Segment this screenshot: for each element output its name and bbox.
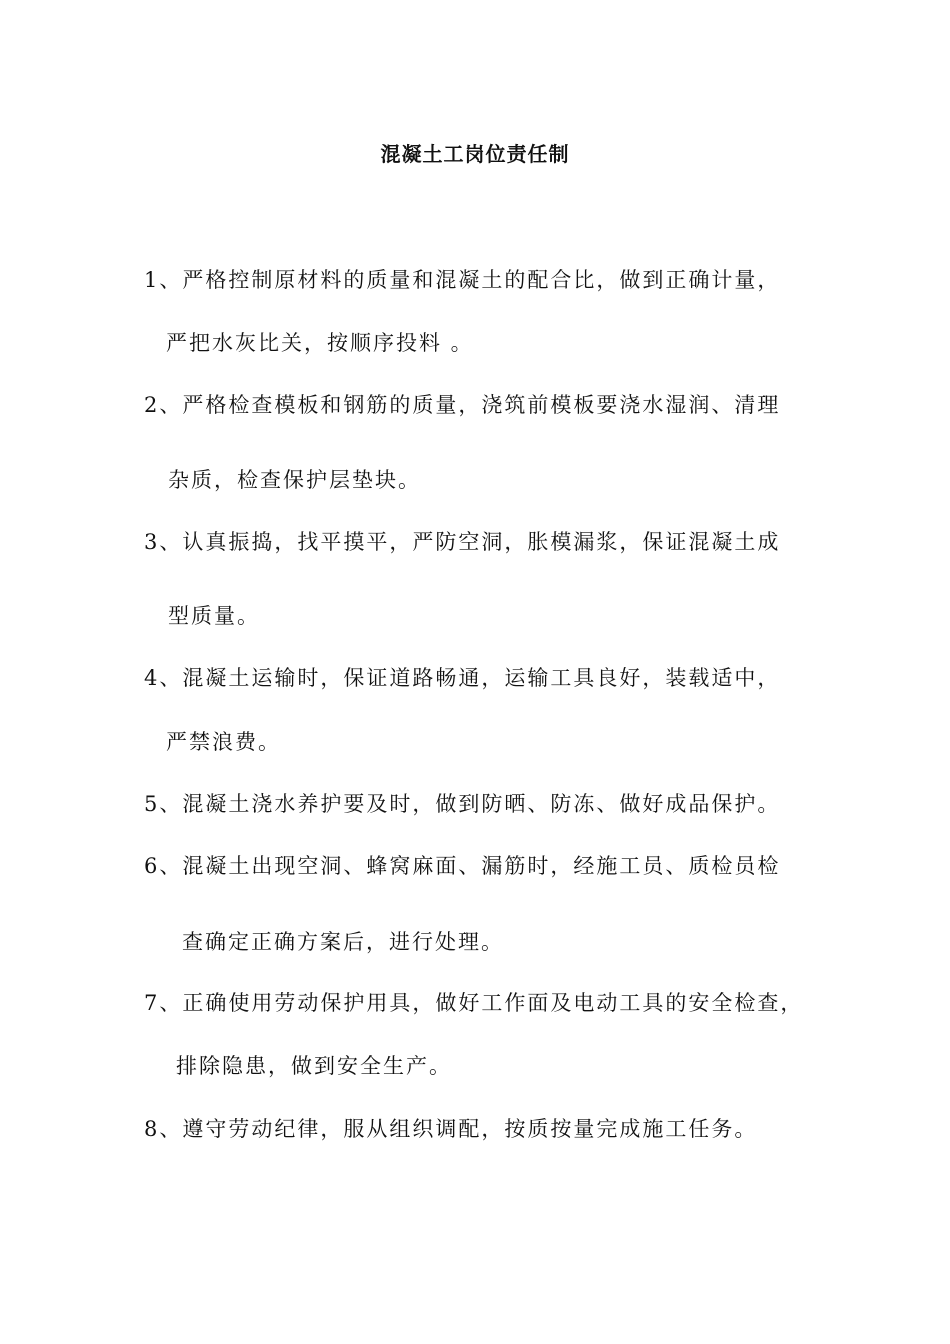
item-1-line-1: 1、严格控制原材料的质量和混凝土的配合比，做到正确计量， <box>144 268 781 292</box>
item-8-line-1: 8、遵守劳动纪律，服从组织调配，按质按量完成施工任务。 <box>144 1117 758 1141</box>
item-6-line-2: 查确定正确方案后，进行处理。 <box>182 930 504 954</box>
item-2-line-2: 杂质，检查保护层垫块。 <box>168 468 421 492</box>
document-title: 混凝土工岗位责任制 <box>380 142 570 166</box>
item-4-line-1: 4、混凝土运输时，保证道路畅通，运输工具良好，装载适中， <box>144 666 781 690</box>
item-7-line-2: 排除隐患，做到安全生产。 <box>176 1054 452 1078</box>
item-7-line-1: 7、正确使用劳动保护用具，做好工作面及电动工具的安全检查， <box>144 991 804 1015</box>
item-3-line-1: 3、认真振捣，找平摸平，严防空洞，胀模漏浆，保证混凝土成 <box>144 530 781 554</box>
item-4-line-2: 严禁浪费。 <box>166 730 281 754</box>
item-3-line-2: 型质量。 <box>168 604 260 628</box>
item-1-line-2: 严把水灰比关，按顺序投料 。 <box>166 331 474 355</box>
item-2-line-1: 2、严格检查模板和钢筋的质量，浇筑前模板要浇水湿润、清理 <box>144 393 781 417</box>
item-6-line-1: 6、混凝土出现空洞、蜂窝麻面、漏筋时，经施工员、质检员检 <box>144 854 781 878</box>
item-5-line-1: 5、混凝土浇水养护要及时，做到防晒、防冻、做好成品保护。 <box>144 792 781 816</box>
